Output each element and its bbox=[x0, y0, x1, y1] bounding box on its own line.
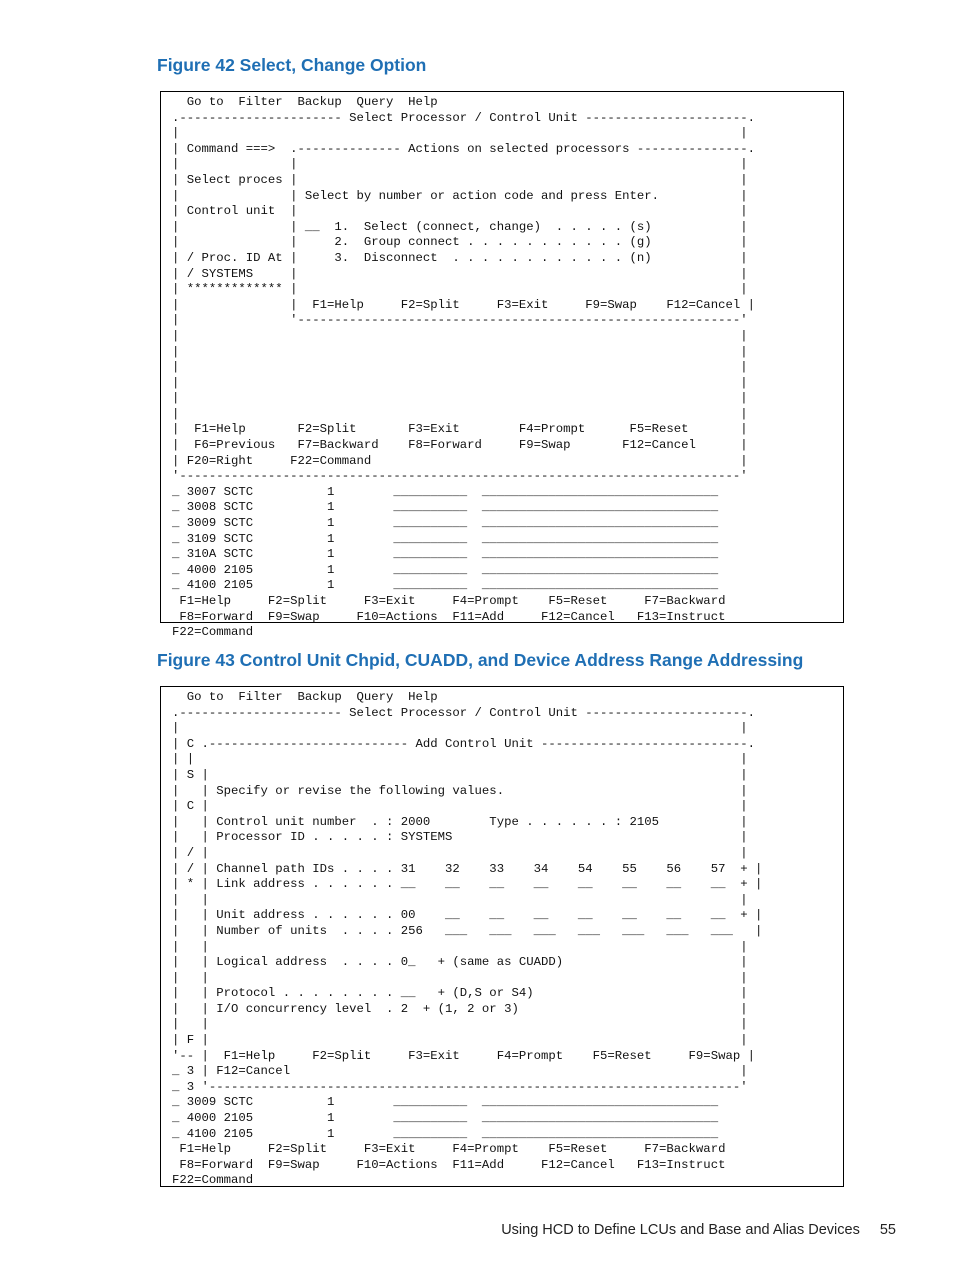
figure-42-screen bbox=[160, 91, 844, 640]
figure-43-caption: Figure 43 Control Unit Chpid, CUADD, and Device Address Range Addressing bbox=[157, 650, 804, 670]
page-number: 55 bbox=[879, 1222, 896, 1238]
figure-42-caption: Figure 42 Select, Change Option bbox=[157, 55, 427, 75]
page-footer bbox=[501, 1222, 896, 1238]
footer-section-title: Using HCD to Define LCUs and Base and Alias Devices bbox=[501, 1222, 860, 1238]
figure-43-terminal-text: Go to Filter Backup Query Help .---------------------- Select Processor / Control Unit ----------------------. | | | C .--------------------------- Add Control Unit ----------------------------. | | | | S | | | | Specify or revise the following values. | | C | | | | Control unit number . : 2000 Type . . . . . . : 2105 | | | Processor ID . . . . . : SYSTEMS | | / | | | / | Channel path IDs . . . . 31 32 33 34 54 55 56 57 + | | * | Link address . . . . . . __ __ __ __ __ __ __ __ + | | | | | | Unit address . . . . . . 00 __ __ __ __ __ __ __ + | | | Number of units . . . . 256 ___ ___ ___ ___ ___ ___ ___ | | | | | | Logical address . . . . 0_ + (same as CUADD) | | | | | | Protocol . . . . . . . . __ + (D,S or S4) | | | I/O concurrency level . 2 + (1, 2 or 3) | | | | | F | | '-- | F1=Help F2=Split F3=Exit F4=Prompt F5=Reset F9=Swap | _ 3 | F12=Cancel | _ 3 '------------------------------------------------------------------------' _ 3009 SCTC 1 __________ ________________________________ _ 4000 2105 1 __________ ________________________________ _ 4100 2105 1 __________ ________________________________ F1=Help F2=Split F3=Exit F4=Prompt F5=Reset F7=Backward F8=Forward F9=Swap F10=Actions F11=Add F12=Cancel F13=Instruct F22=Command bbox=[172, 690, 763, 1188]
figure-42-terminal-text: Go to Filter Backup Query Help .---------------------- Select Processor / Control Unit ----------------------. | | | Command ===> .-------------- Actions on selected processors ---------------. | | | | Select proces | | | | Select by number or action code and press Enter. | | Control unit | | | | __ 1. Select (connect, change) . . . . . (s) | | | 2. Group connect . . . . . . . . . . . (g) | | / Proc. ID At | 3. Disconnect . . . . . . . . . . . . (n) | | / SYSTEMS | | | ************* | | | | F1=Help F2=Split F3=Exit F9=Swap F12=Cancel | | '------------------------------------------------------------' | | | | | | | | | | | | | F1=Help F2=Split F3=Exit F4=Prompt F5=Reset | | F6=Previous F7=Backward F8=Forward F9=Swap F12=Cancel | | F20=Right F22=Command | '----------------------------------------------------------------------------' _ 3007 SCTC 1 __________ ________________________________ _ 3008 SCTC 1 __________ ________________________________ _ 3009 SCTC 1 __________ ________________________________ _ 3109 SCTC 1 __________ ________________________________ _ 310A SCTC 1 __________ ________________________________ _ 4000 2105 1 __________ ________________________________ _ 4100 2105 1 __________ ________________________________ F1=Help F2=Split F3=Exit F4=Prompt F5=Reset F7=Backward F8=Forward F9=Swap F10=Actions F11=Add F12=Cancel F13=Instruct F22=Command bbox=[172, 95, 755, 640]
figure-43-screen bbox=[160, 686, 844, 1187]
